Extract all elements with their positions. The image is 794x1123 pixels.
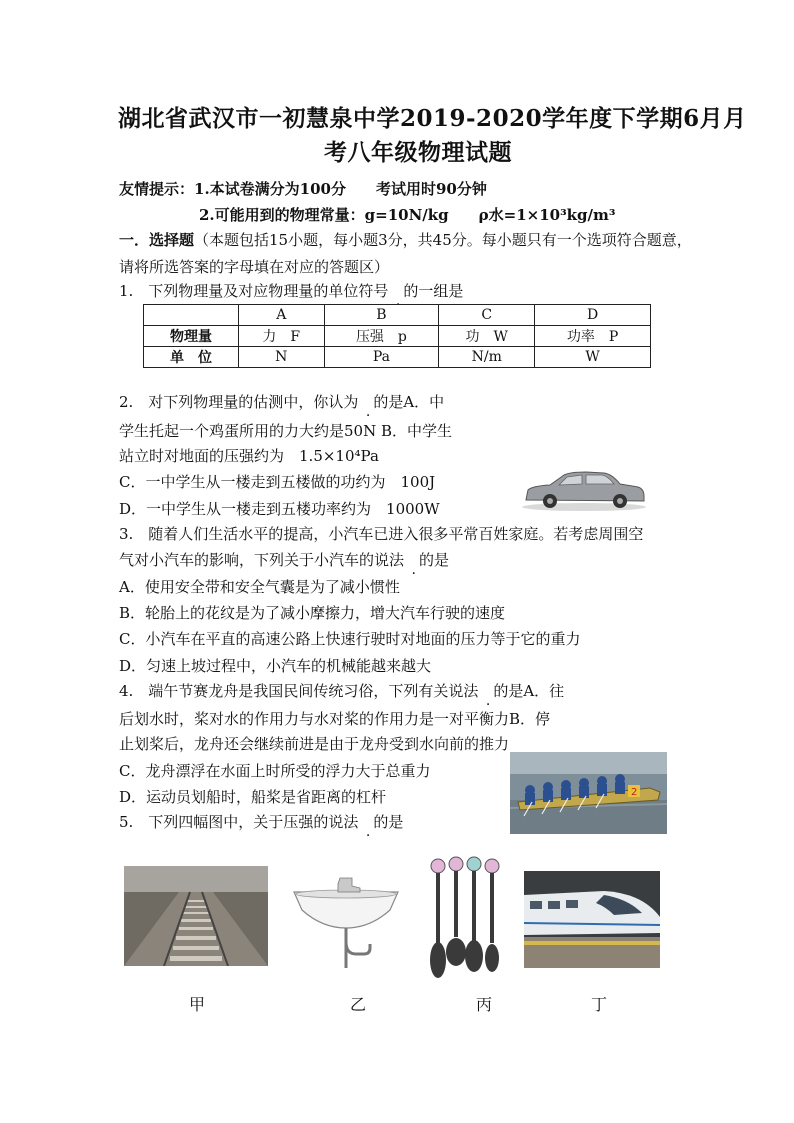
q3-option-a: A．使用安全带和安全气囊是为了减小惯性: [119, 578, 400, 596]
emphasis-dot: [358, 393, 373, 411]
table-cell: 功率 P: [535, 326, 651, 347]
question-1-stem: [119, 280, 463, 301]
table-row: [144, 326, 651, 347]
table-cell: N/m: [439, 347, 535, 368]
table-cell: 功 W: [439, 326, 535, 347]
section-desc-line2: 请将所选答案的字母填在对应的答题区）: [119, 258, 390, 276]
page-title: 湖北省武汉市一初慧泉中学2019-2020学年度下学期6月月: [118, 105, 747, 132]
q2-stem-part: 2. 对下列物理量的估测中，你认为: [119, 393, 359, 411]
picture-caption: 丁: [591, 995, 608, 1014]
car-image: [520, 466, 648, 512]
table-cell: C: [439, 305, 535, 326]
table-cell: B: [324, 305, 439, 326]
emphasis-dot: [388, 282, 403, 300]
table-header-row: [144, 305, 651, 326]
q5-stem-part: 的是: [373, 813, 404, 831]
q1-stem-part: 的一组是: [403, 282, 464, 300]
table-cell: D: [535, 305, 651, 326]
q4-stem-part: 4. 端午节赛龙舟是我国民间传统习俗，下列有关说法: [119, 682, 479, 700]
picture-caption: 甲: [189, 995, 206, 1014]
question-3-line1: 3. 随着人们生活水平的提高，小汽车已进入很多平常百姓家庭。若考虑周围空: [119, 525, 644, 543]
table-cell: 压强 p: [324, 326, 439, 347]
q4-line3: 止划桨后，龙舟还会继续前进是由于龙舟受到水向前的推力: [119, 735, 510, 753]
q3-option-d: D．匀速上坡过程中，小汽车的机械能越来越大: [119, 657, 432, 675]
table-cell: 力 F: [239, 326, 325, 347]
emphasis-dot: [478, 682, 493, 700]
q2-option-d: D．一中学生从一楼走到五楼功率约为 1000W: [119, 500, 440, 518]
q4-option-d: D．运动员划船时，船桨是省距离的杠杆: [119, 788, 387, 806]
q2-stem-part: 的是A．中: [373, 393, 445, 411]
table-cell: [144, 305, 239, 326]
notice-item2: 2.可能用到的物理常量：g=10N/kg ρ水=1×10³kg/m³: [199, 206, 616, 224]
q3-option-b: B．轮胎上的花纹是为了减小摩擦力，增大汽车行驶的速度: [119, 604, 506, 622]
q3-stem-part: 的是: [419, 551, 450, 569]
table-cell: Pa: [324, 347, 439, 368]
q1-stem-part: 1. 下列物理量及对应物理量的单位符号: [119, 282, 389, 300]
q3-stem-part: 气对小汽车的影响，下列关于小汽车的说法: [119, 551, 405, 569]
question-5-stem: [119, 811, 403, 832]
q4-stem-part: 的是A．往: [493, 682, 565, 700]
notice-line1: [119, 178, 487, 199]
q3-option-c: C．小汽车在平直的高速公路上快速行驶时对地面的压力等于它的重力: [119, 630, 581, 648]
q2-line2: 学生托起一个鸡蛋所用的力大约是50N B．中学生: [119, 422, 453, 440]
picture-caption: 乙: [350, 995, 367, 1014]
q4-line2: 后划水时，桨对水的作用力与水对桨的作用力是一对平衡力B．停: [119, 710, 551, 728]
table-row: [144, 347, 651, 368]
q2-option-c: C．一中学生从一楼走到五楼做的功约为 100J: [119, 473, 436, 491]
question-3-line2: [119, 549, 449, 570]
q5-stem-part: 5. 下列四幅图中，关于压强的说法: [119, 813, 359, 831]
wash-basin-image: [290, 870, 402, 970]
row-label: 物理量: [144, 326, 239, 347]
question-4-stem: [119, 680, 564, 701]
question-2-stem: [119, 391, 444, 412]
section-heading-line: [119, 229, 692, 250]
units-table: [143, 304, 651, 368]
section-heading: 一．选择题: [119, 231, 195, 249]
q4-option-c: C．龙舟漂浮在水面上时所受的浮力大于总重力: [119, 762, 431, 780]
dragon-boat-photo: [510, 752, 667, 834]
emphasis-dot: [358, 813, 373, 831]
railway-track-image: [124, 866, 268, 966]
notice-item1: 1.本试卷满分为100分 考试用时90分钟: [194, 180, 487, 198]
q2-line3: 站立时对地面的压强约为 1.5×10⁴Pa: [119, 447, 379, 465]
picture-caption: 丙: [476, 995, 493, 1014]
high-speed-train-image: [524, 871, 660, 968]
table-cell: A: [239, 305, 325, 326]
kitchen-utensils-image: [426, 856, 512, 982]
page-title-line2: 考八年级物理试题: [324, 139, 512, 166]
boat-number-label: 2: [631, 787, 638, 798]
row-label: 单 位: [144, 347, 239, 368]
notice-label: 友情提示：: [119, 180, 195, 198]
emphasis-dot: [404, 551, 419, 569]
table-cell: W: [535, 347, 651, 368]
table-cell: N: [239, 347, 325, 368]
section-desc: （本题包括15小题，每小题3分，共45分。每小题只有一个选项符合题意，: [194, 231, 692, 249]
